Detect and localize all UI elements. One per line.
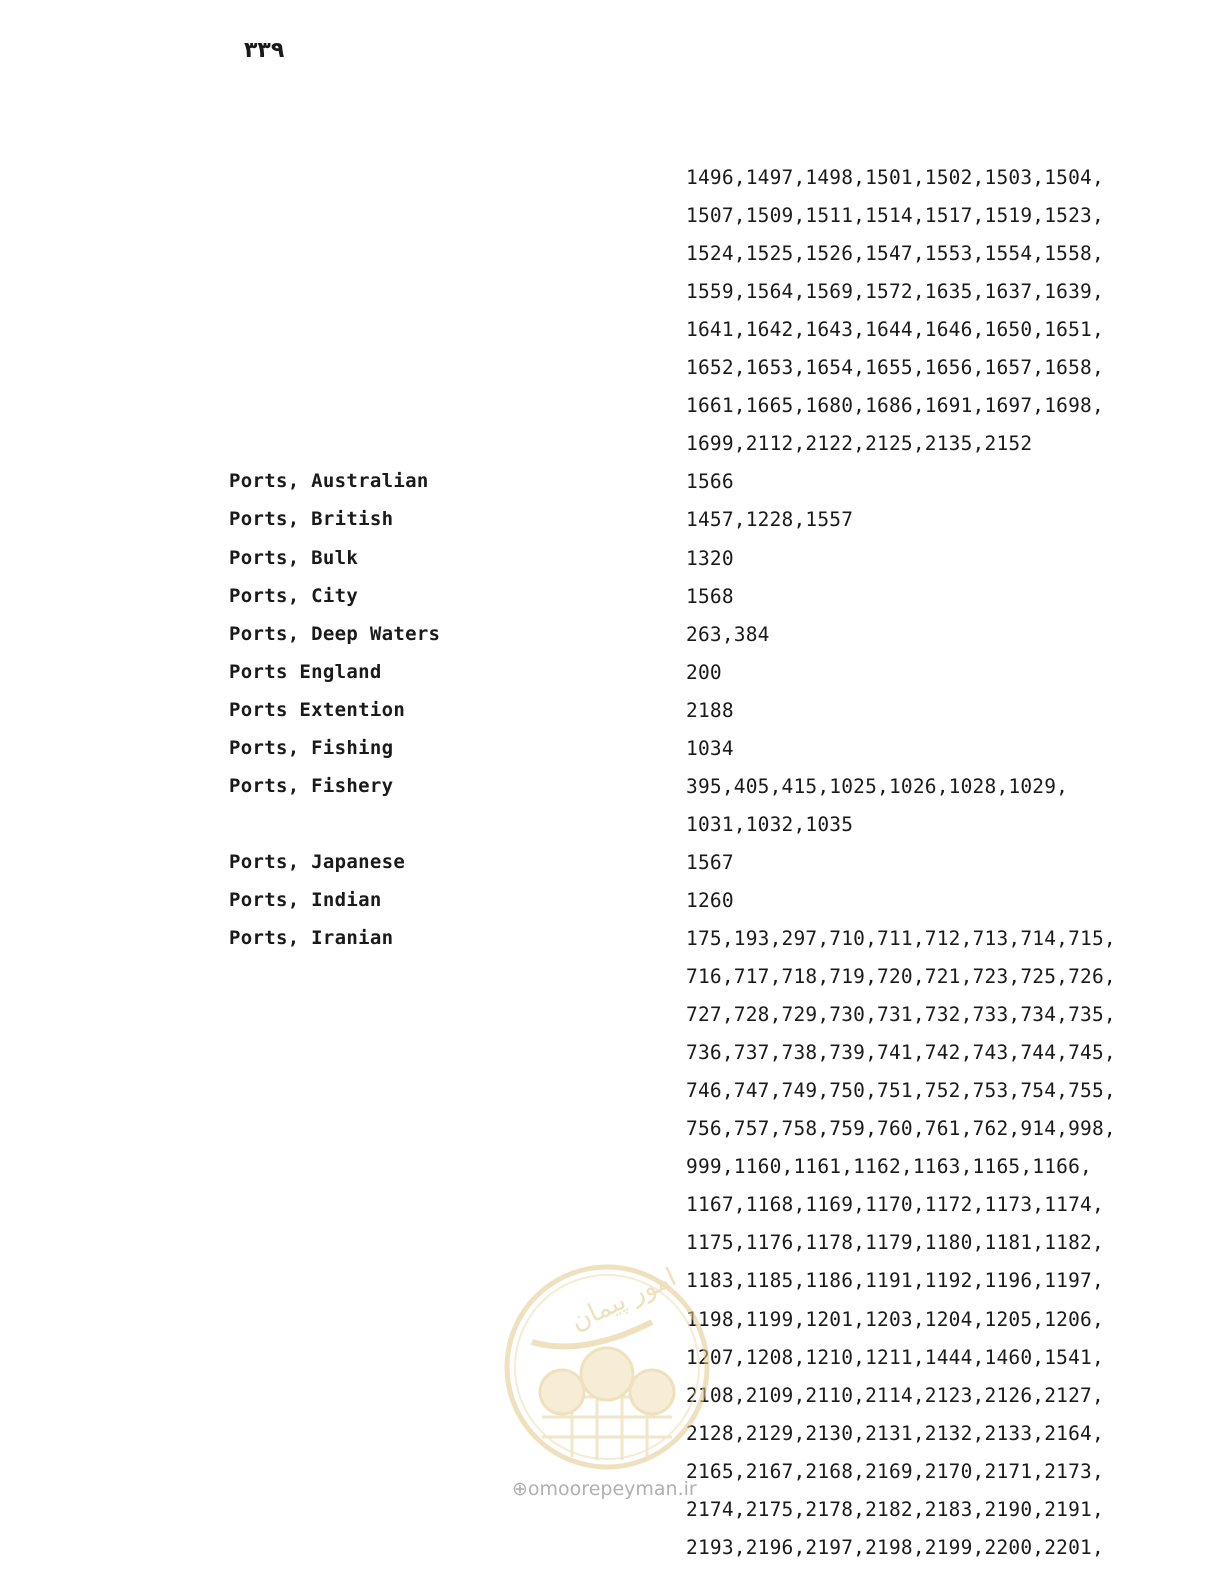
index-entry	[0, 1041, 1228, 1079]
index-page-refs: 1699,2112,2122,2125,2135,2152	[686, 432, 1033, 456]
index-page-refs: 756,757,758,759,760,761,762,914,998,	[686, 1117, 1116, 1141]
index-term: Ports, Indian	[229, 888, 382, 911]
index-entry	[0, 775, 1228, 813]
index-entry	[0, 661, 1228, 699]
index-entry	[0, 356, 1228, 394]
index-entry	[0, 1003, 1228, 1041]
index-page-refs: 1524,1525,1526,1547,1553,1554,1558,	[686, 242, 1104, 266]
index-term: Ports, Japanese	[229, 850, 406, 873]
index-entry	[0, 394, 1228, 432]
index-page-refs: 1507,1509,1511,1514,1517,1519,1523,	[686, 204, 1104, 228]
index-page-refs: 1034	[686, 736, 734, 760]
index-page-refs: 2108,2109,2110,2114,2123,2126,2127,	[686, 1383, 1104, 1407]
globe-icon: ⊕	[512, 1478, 528, 1500]
index-entry	[0, 1079, 1228, 1117]
index-entry	[0, 242, 1228, 280]
index-page-refs: 1198,1199,1201,1203,1204,1205,1206,	[686, 1307, 1104, 1331]
index-entry	[0, 470, 1228, 508]
watermark-site	[512, 1478, 697, 1500]
index-page-refs: 2193,2196,2197,2198,2199,2200,2201,	[686, 1535, 1104, 1559]
index-entry	[0, 737, 1228, 775]
index-page-refs: 1568	[686, 584, 734, 608]
index-entry	[0, 851, 1228, 889]
index-entry	[0, 318, 1228, 356]
index-entry	[0, 813, 1228, 851]
index-page-refs: 1207,1208,1210,1211,1444,1460,1541,	[686, 1345, 1104, 1369]
index-entry	[0, 927, 1228, 965]
index-page-refs: 1567	[686, 850, 734, 874]
index-page-refs: 1661,1665,1680,1686,1691,1697,1698,	[686, 394, 1104, 418]
index-page-refs: 1260	[686, 888, 734, 912]
page-number: ۳۳۹	[244, 38, 285, 63]
index-entry	[0, 432, 1228, 470]
index-page-refs: 395,405,415,1025,1026,1028,1029,	[686, 774, 1069, 798]
index-entry	[0, 623, 1228, 661]
index-page-refs: 1641,1642,1643,1644,1646,1650,1651,	[686, 318, 1104, 342]
index-page-refs: 727,728,729,730,731,732,733,734,735,	[686, 1003, 1116, 1027]
index-page-refs: 1183,1185,1186,1191,1192,1196,1197,	[686, 1269, 1104, 1293]
index-page-refs: 736,737,738,739,741,742,743,744,745,	[686, 1041, 1116, 1065]
index-entry	[0, 699, 1228, 737]
watermark-logo	[502, 1262, 712, 1472]
index-term: Ports, Australian	[229, 470, 429, 493]
index-entry	[0, 1536, 1228, 1574]
index-term: Ports, Bulk	[229, 546, 359, 569]
index-page-refs: 1031,1032,1035	[686, 812, 854, 836]
index-term: Ports, Iranian	[229, 927, 394, 949]
index-entry	[0, 585, 1228, 623]
index-entry	[0, 1498, 1228, 1536]
index-entry	[0, 547, 1228, 585]
index-entry	[0, 508, 1228, 546]
index-page-refs: 1320	[686, 546, 734, 570]
index-page-refs: 2174,2175,2178,2182,2183,2190,2191,	[686, 1497, 1104, 1521]
index-page-refs: 175,193,297,710,711,712,713,714,715,	[686, 927, 1116, 950]
index-term: Ports, Fishery	[229, 774, 394, 797]
index-page-refs: 1652,1653,1654,1655,1656,1657,1658,	[686, 356, 1104, 380]
watermark-logo-text: امور پیمان	[566, 1262, 681, 1338]
index-page-refs: 746,747,749,750,751,752,753,754,755,	[686, 1079, 1116, 1103]
index-entry	[0, 1117, 1228, 1155]
index-entry	[0, 889, 1228, 927]
index-page-refs: 1496,1497,1498,1501,1502,1503,1504,	[686, 166, 1104, 189]
index-page-refs: 1167,1168,1169,1170,1172,1173,1174,	[686, 1193, 1104, 1217]
index-entry	[0, 280, 1228, 318]
index-entry	[0, 1193, 1228, 1231]
index-entry	[0, 965, 1228, 1003]
index-term: Ports, Fishing	[229, 736, 394, 759]
index-page-refs: 2128,2129,2130,2131,2132,2133,2164,	[686, 1421, 1104, 1445]
index-entry	[0, 204, 1228, 242]
index-page-refs: 716,717,718,719,720,721,723,725,726,	[686, 965, 1116, 989]
index-entry	[0, 166, 1228, 204]
watermark-site-text: omoorepeyman.ir	[527, 1478, 697, 1500]
index-entry	[0, 1155, 1228, 1193]
index-page-refs: 1559,1564,1569,1572,1635,1637,1639,	[686, 280, 1104, 304]
index-page-refs: 999,1160,1161,1162,1163,1165,1166,	[686, 1155, 1092, 1179]
index-term: Ports, British	[229, 508, 394, 531]
index-term: Ports, Deep Waters	[229, 622, 441, 645]
index-page-refs: 200	[686, 660, 722, 684]
index-term: Ports England	[229, 660, 382, 683]
index-page-refs: 263,384	[686, 622, 770, 646]
index-page-refs: 1457,1228,1557	[686, 508, 854, 532]
index-term: Ports Extention	[229, 698, 406, 721]
index-page-refs: 2188	[686, 698, 734, 722]
index-page-refs: 1175,1176,1178,1179,1180,1181,1182,	[686, 1231, 1104, 1255]
index-term: Ports, City	[229, 584, 359, 607]
index-page-refs: 2165,2167,2168,2169,2170,2171,2173,	[686, 1459, 1104, 1483]
index-page-refs: 1566	[686, 470, 734, 494]
